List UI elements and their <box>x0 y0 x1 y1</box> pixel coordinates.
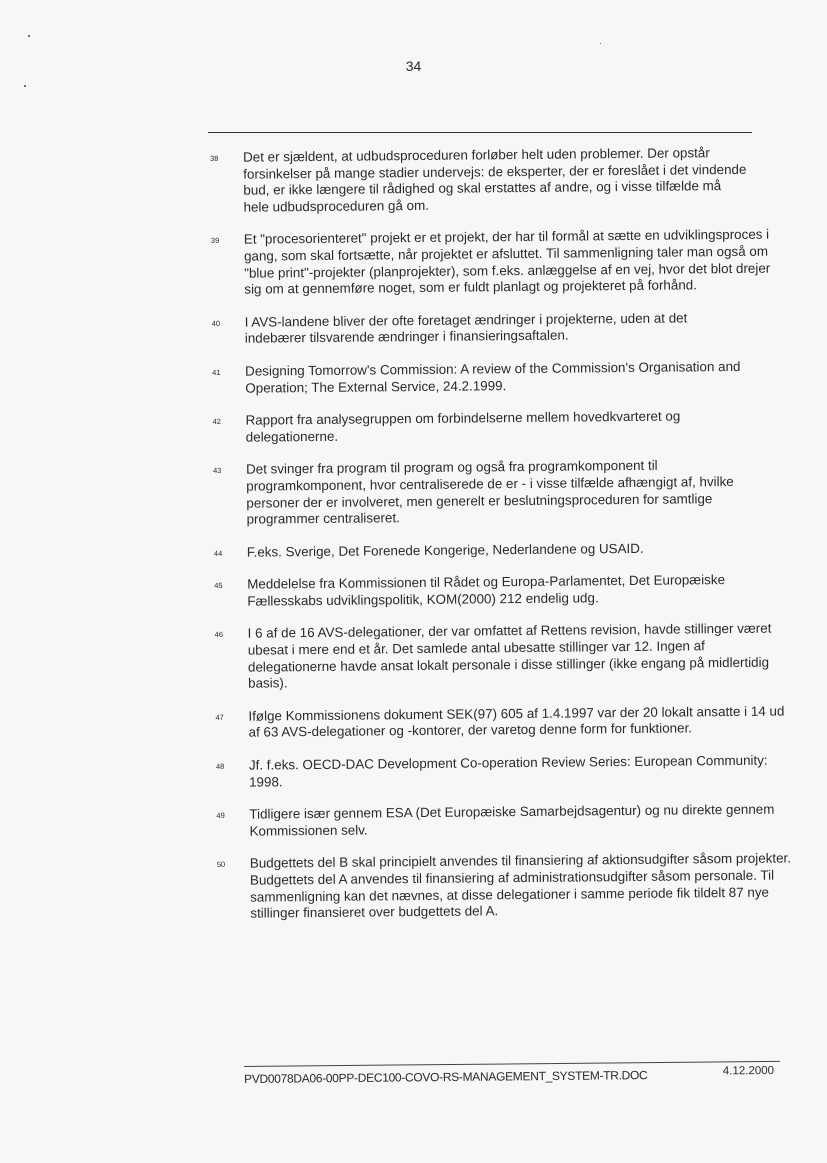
scan-speck <box>600 43 601 44</box>
footnote-number: 44 <box>213 548 223 558</box>
footnote-number: 50 <box>216 860 226 870</box>
footnote-44 <box>214 539 767 561</box>
footnote-number: 47 <box>215 712 224 722</box>
footnote-41 <box>212 358 790 397</box>
footnote-text: Budgettets del B skal principielt anvendes til finansiering af aktionsudgifter såsom projekter. Budgettets del A anvendes til finansiering af administrationsudgifter såsom personale. Til sammenligning kan det nævnes, at disse delegationer i samme periode fik tildelt 87 nye stillinger finansieret over budgettets del A. <box>249 850 792 921</box>
footnote-text: Designing Tomorrow's Commission: A review of the Commission's Organisation and Operation; The External Service, 24.2.1999. <box>245 358 741 396</box>
header-rule <box>208 132 752 133</box>
footnote-46 <box>215 621 797 693</box>
page-number: 34 <box>405 58 422 74</box>
footnote-48 <box>216 753 769 791</box>
document-id: PVD0078DA06-00PP-DEC100-COVO-RS-MANAGEMENT_SYSTEM-TR.DOC <box>244 1068 648 1086</box>
footnote-number: 40 <box>211 318 221 328</box>
footnote-39 <box>211 227 775 299</box>
footnote-number: 45 <box>214 581 223 591</box>
footnote-43 <box>213 457 772 529</box>
footnote-number: 41 <box>212 367 221 377</box>
footnote-text: I AVS-landene bliver der ofte foretaget ændringer i projekterne, uden at det indebærer tilsvarende ændringer i finansieringsaftalen. <box>244 310 688 347</box>
footnote-text: Tidligere især gennem ESA (Det Europæiske Samarbejdsagentur) og nu direkte gennem Kommissionen selv. <box>249 801 775 839</box>
footnote-number: 49 <box>216 811 225 821</box>
footnote-text: Et "procesorienteret" projekt er et projekt, der har til formål at sætte en udviklingsproces i gang, som skal fortsætte, når projektet er afsluttet. Til sammenligning taler man også om "blue print"-projekter (planprojekter), som f.eks. anlæggelse af en vej, hvor det blot drejer sig om at gennemføre noget, som er fuldt planlagt og projekteret på forhånd. <box>243 227 771 297</box>
footnote-number: 48 <box>215 761 225 772</box>
footnote-50 <box>217 851 799 923</box>
footnote-text: I 6 af de 16 AVS-delegationer, der var omfattet af Rettens revision, havde stillinger været ubesat i mere end et år. Det samlede antal ubesatte stillinger var 12. Ingen af delegationerne havde ansat lokalt personale i disse stillinger (ikke engang på midlertidig basis). <box>247 621 772 691</box>
footnote-text: Det svinger fra program til program og også fra programkomponent til programkomponent, hvor centraliserede de er - i visse tilfælde afhængigt af, hvilke personer der er involveret, men generelt er beslutningsproceduren for samtlige programmer centraliseret. <box>245 458 734 527</box>
footnote-47 <box>215 703 796 742</box>
footnote-text: Jf. f.eks. OECD-DAC Development Co-operation Review Series: European Community: 1998. <box>248 752 768 790</box>
scan-speck <box>28 35 30 37</box>
footnote-number: 46 <box>214 630 224 640</box>
footnote-number: 38 <box>210 153 219 163</box>
footnote-text: F.eks. Sverige, Det Forenede Kongerige, Nederlandene og USAID. <box>246 540 644 560</box>
footnote-45 <box>214 572 797 611</box>
footnote-40 <box>212 310 750 348</box>
footnote-list <box>210 145 792 923</box>
footnote-38 <box>210 145 749 217</box>
document-date: 4.12.2000 <box>722 1064 775 1078</box>
footnote-text: Det er sjældent, at udbudsproceduren forløber helt uden problemer. Der opstår forsinkelser på mange stadier undervejs: de eksperter, der er foreslået i det vindende bud, er ikke længere til rådighed og skal erstattes af andre, og i visse tilfælde må hele udbudsproceduren gå om. <box>242 145 747 215</box>
footer-rule <box>244 1061 780 1067</box>
footnote-text: Meddelelse fra Kommissionen til Rådet og Europa-Parlamentet, Det Europæiske Fællesskabs udviklingspolitik, KOM(2000) 212 endelig udg. <box>247 572 726 609</box>
footnote-number: 39 <box>210 236 220 246</box>
footnote-number: 43 <box>213 466 222 476</box>
footnote-text: Rapport fra analysegruppen om forbindelserne mellem hovedkvarteret og delegationerne. <box>245 408 681 445</box>
footnote-number: 42 <box>212 417 221 427</box>
footnote-42 <box>213 408 751 446</box>
footnote-49 <box>216 802 789 841</box>
footnote-text: Ifølge Kommissionens dokument SEK(97) 605 af 1.4.1997 var der 20 lokalt ansatte i 14 ud af 63 AVS-delegationer og -kontorer, der varetog denne form for funktioner. <box>248 703 785 741</box>
scan-speck <box>24 85 26 87</box>
